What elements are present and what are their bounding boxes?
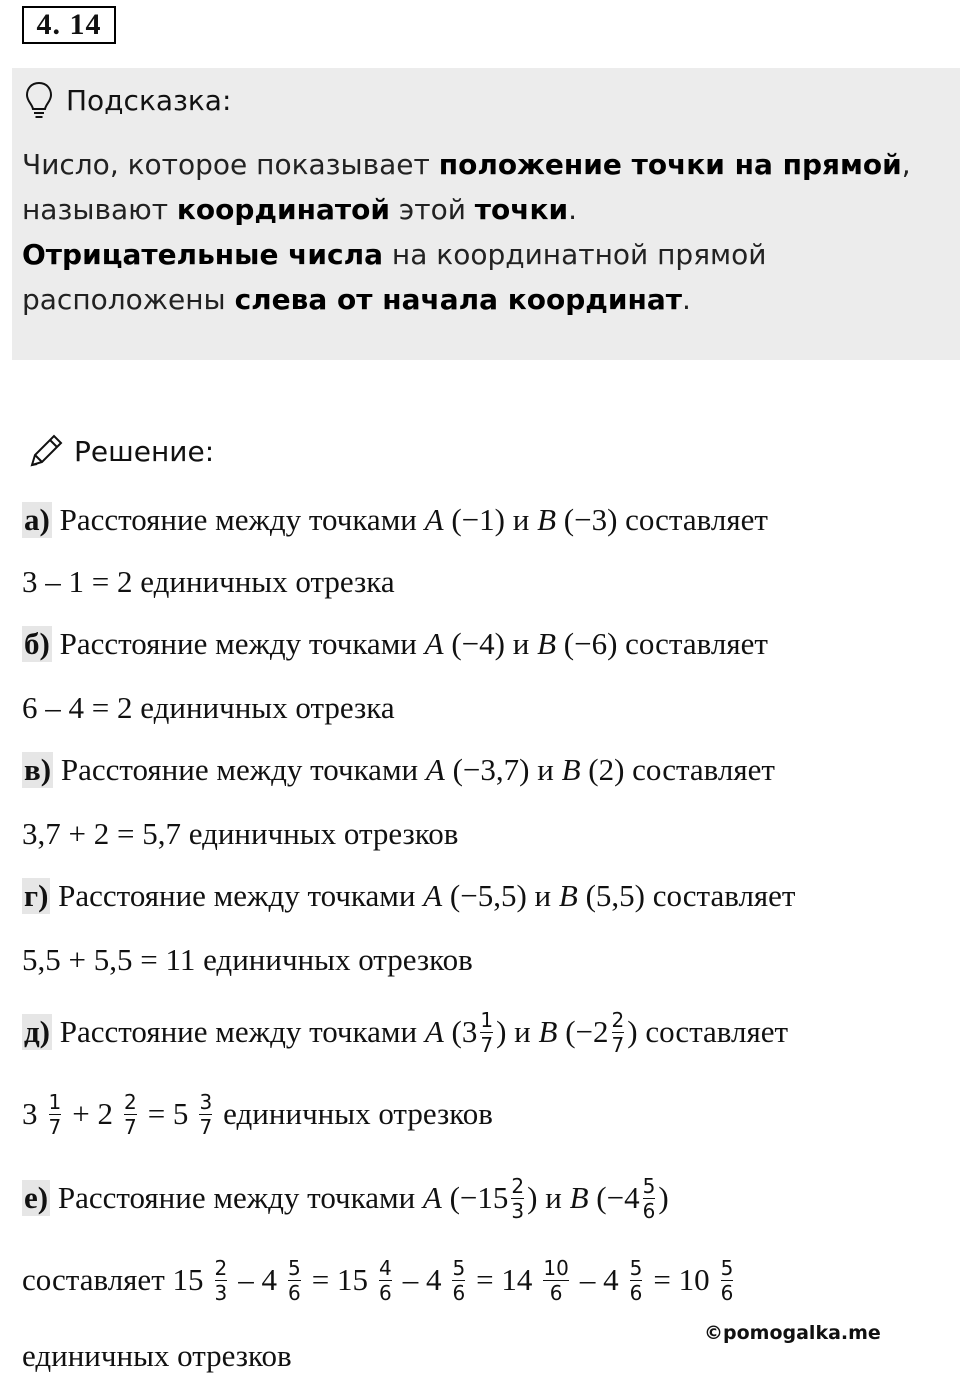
fraction: $\frac{5}{6}$	[720, 1255, 734, 1305]
item-e-statement: е) Расстояние между точками A (−15 $\frac{2}{3}$ ) и B (−4 $\frac{5}{6}$ )	[24, 1173, 669, 1223]
hint-line-4: расположены слева от начала координат.	[22, 283, 691, 316]
fraction: $\frac{2}{3}$	[214, 1255, 228, 1305]
item-v-calc: 3,7 + 2 = 5,7 единичных отрезков	[22, 816, 459, 851]
item-a-statement: а) Расстояние между точками A (−1) и B (−3) составляет	[24, 502, 768, 537]
hint-text	[22, 142, 942, 322]
item-d-statement: д) Расстояние между точками A (3 $\frac{1}{7}$ ) и B (−2 $\frac{2}{7}$ ) составляет	[24, 1007, 789, 1057]
hint-line-2: называют координатой этой точки.	[22, 193, 578, 226]
fraction: $\frac{4}{6}$	[378, 1255, 392, 1305]
fraction: $\frac{1}{7}$	[48, 1089, 62, 1139]
item-g-statement: г) Расстояние между точками A (−5,5) и B (5,5) составляет	[24, 878, 796, 913]
watermark: ©pomogalka.me	[704, 1322, 881, 1344]
item-a-calc: 3 – 1 = 2 единичных отрезка	[22, 564, 395, 599]
pencil-icon	[26, 431, 66, 471]
solution-title: Решение:	[74, 434, 215, 468]
fraction: $\frac{5}{6}$	[452, 1255, 466, 1305]
item-d-calc: 3 $\frac{1}{7}$ + 2 $\frac{2}{7}$ = 5 $\frac{3}{7}$ единичных отрезков	[22, 1089, 493, 1139]
item-b-statement: б) Расстояние между точками A (−4) и B (−6) составляет	[24, 626, 768, 661]
fraction: $\frac{10}{6}$	[543, 1255, 569, 1305]
hint-title: Подсказка:	[66, 83, 232, 117]
item-g-calc: 5,5 + 5,5 = 11 единичных отрезков	[22, 942, 473, 977]
item-e-tail: единичных отрезков	[22, 1338, 292, 1373]
item-b-calc: 6 – 4 = 2 единичных отрезка	[22, 690, 395, 725]
item-v-statement: в) Расстояние между точками A (−3,7) и B (2) составляет	[24, 752, 775, 787]
item-e-calc: составляет 15 $\frac{2}{3}$ – 4 $\frac{5}{6}$ = 15 $\frac{4}{6}$ – 4 $\frac{5}{6}$ = 14 $\frac{10}{6}$ – 4 $\frac{5}{6}$ = 10 $\frac{5}{6}$	[22, 1255, 734, 1305]
fraction: $\frac{2}{3}$	[511, 1173, 525, 1223]
fraction: $\frac{2}{7}$	[611, 1007, 625, 1057]
fraction: $\frac{2}{7}$	[123, 1089, 137, 1139]
fraction: $\frac{5}{6}$	[642, 1173, 656, 1223]
solution-header	[26, 428, 214, 474]
fraction: $\frac{3}{7}$	[199, 1089, 213, 1139]
fraction: $\frac{1}{7}$	[480, 1007, 494, 1057]
lightbulb-icon	[24, 80, 54, 120]
hint-line-3: Отрицательные числа на координатной прямой	[22, 238, 767, 271]
problem-number: 4. 14	[22, 6, 116, 44]
fraction: $\frac{5}{6}$	[629, 1255, 643, 1305]
fraction: $\frac{5}{6}$	[287, 1255, 301, 1305]
hint-header	[24, 78, 231, 122]
hint-line-1: Число, которое показывает положение точки на прямой,	[22, 148, 911, 181]
